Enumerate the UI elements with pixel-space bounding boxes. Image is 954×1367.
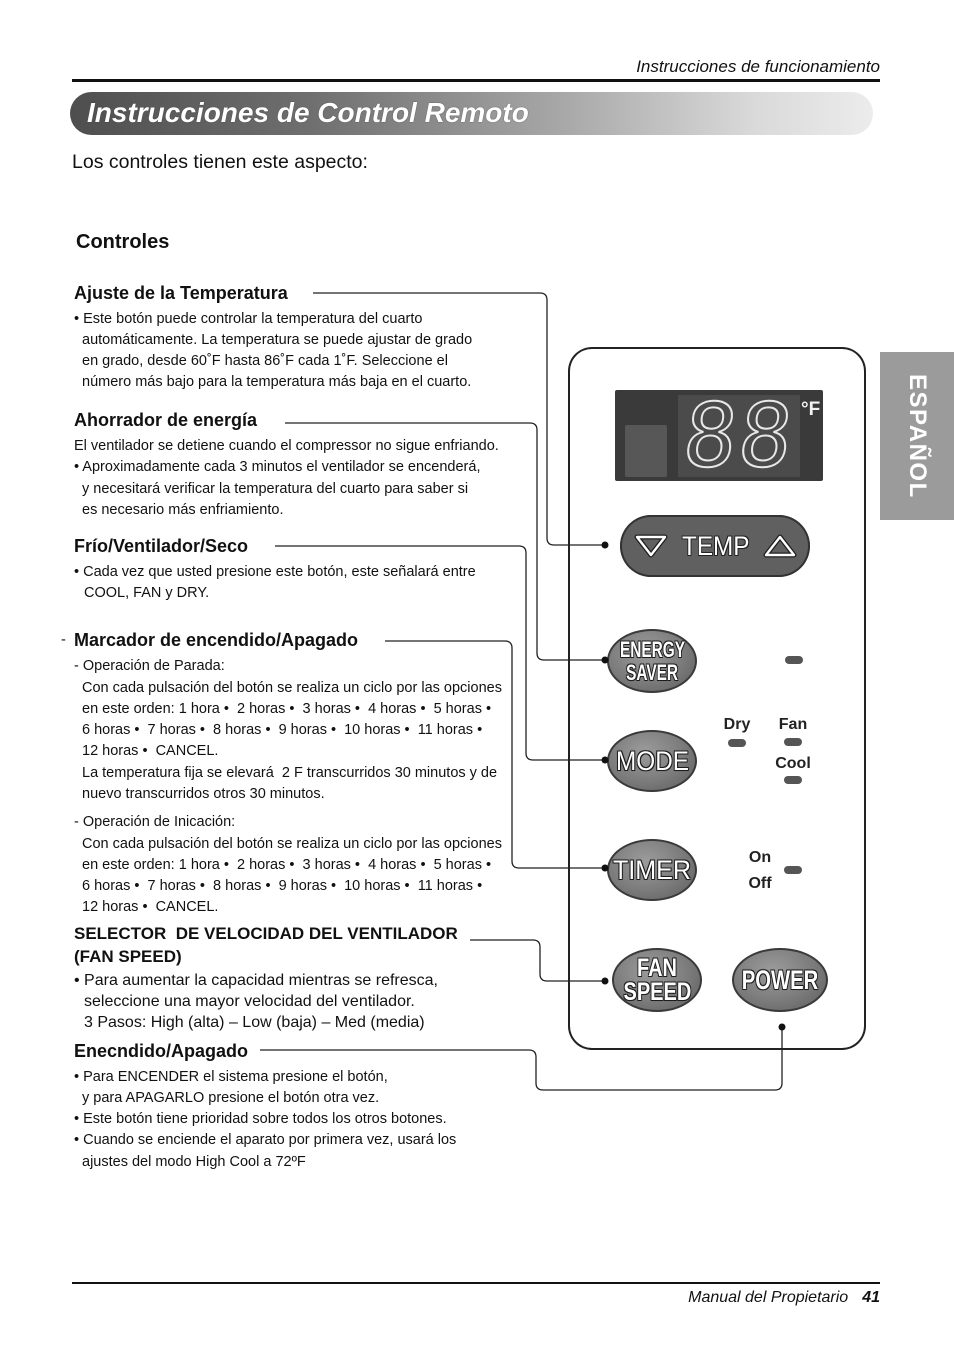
footer-rule [72, 1282, 880, 1284]
power-button [732, 948, 828, 1012]
section-heading-timer: Marcador de encendido/Apagado [74, 630, 359, 650]
page-number: 41 [862, 1289, 880, 1306]
section-line: es necesario más enfriamiento. [82, 502, 284, 518]
title-banner [70, 92, 873, 135]
mode-indicator-dry [728, 739, 746, 747]
section-heading-mode: Frío/Ventilador/Seco [74, 536, 249, 556]
intro-text: Los controles tienen este aspecto: [72, 151, 368, 173]
fan-speed-label-line2: SPEED [623, 978, 691, 1006]
page-title: Instrucciones de Control Remoto [87, 97, 529, 128]
section-line: • Este botón tiene prioridad sobre todos los otros botones. [74, 1111, 447, 1127]
section-heading-energy-saver: Ahorrador de energía [74, 410, 258, 430]
header-rule [72, 79, 880, 82]
mode-indicator-dry-label: Dry [723, 716, 751, 733]
power-button-label: POWER [741, 965, 819, 995]
section-line: 12 horas • CANCEL. [82, 899, 219, 915]
section-line: automáticamente. La temperatura se puede ajustar de grado [82, 332, 473, 348]
controls-heading: Controles [76, 231, 170, 253]
energy-saver-label-line1: ENERGY [619, 637, 685, 662]
display-digits: 88 [678, 384, 800, 487]
timer-indicator-on-label: On [748, 849, 772, 866]
mode-indicator-cool-label: Cool [775, 755, 811, 772]
section-line: en este orden: 1 hora • 2 horas • 3 horas • 4 horas • 5 horas • [82, 701, 492, 717]
display-unit: °F [801, 399, 821, 420]
section-line: • Cada vez que usted presione este botón, este señalará entre [74, 564, 476, 580]
running-header: Instrucciones de funcionamiento [636, 57, 880, 76]
mode-indicator-fan [784, 738, 802, 746]
section-line: • Aproximadamente cada 3 minutos el ventilador se encenderá, [74, 459, 481, 475]
energy-saver-label-line2: SAVER [626, 660, 678, 685]
timer-indicator-off-label: Off [748, 875, 772, 892]
section-line: COOL, FAN y DRY. [84, 585, 210, 601]
section-line: seleccione una mayor velocidad del ventilador. [84, 993, 415, 1010]
down-triangle-icon [634, 534, 668, 558]
section-marker-dash: - [61, 632, 66, 648]
language-tab [880, 352, 954, 520]
temp-button-label: TEMP [682, 531, 750, 561]
section-line: y necesitará verificar la temperatura del cuarto para saber si [82, 481, 469, 497]
section-line: - Operación de Parada: [74, 658, 225, 674]
section-line: • Este botón puede controlar la temperatura del cuarto [74, 311, 423, 327]
section-line: - Operación de Inicación: [74, 814, 236, 830]
timer-button-label: TIMER [612, 855, 692, 885]
section-line: Con cada pulsación del botón se realiza un ciclo por las opciones [82, 836, 502, 852]
timer-button [607, 839, 697, 901]
section-heading-temperature: Ajuste de la Temperatura [74, 283, 288, 303]
mode-button [607, 730, 697, 792]
section-line: en este orden: 1 hora • 2 horas • 3 horas • 4 horas • 5 horas • [82, 857, 492, 873]
section-line: ajustes del modo High Cool a 72ºF [82, 1154, 306, 1170]
section-line: 12 horas • CANCEL. [82, 743, 219, 759]
temp-button [620, 515, 810, 577]
energy-saver-button [607, 629, 697, 693]
display-digits-window [678, 384, 800, 487]
footer-manual-title: Manual del Propietario [688, 1289, 849, 1306]
display-indicator-square [625, 425, 667, 477]
mode-indicator-fan-label: Fan [778, 716, 808, 733]
remote-control-panel [568, 347, 866, 1050]
section-line: • Cuando se enciende el aparato por primera vez, usará los [74, 1132, 457, 1148]
fan-speed-button [612, 948, 702, 1012]
section-line: • Para aumentar la capacidad mientras se refresca, [74, 972, 438, 989]
mode-button-label: MODE [615, 746, 689, 776]
page-footer [688, 1288, 880, 1308]
section-heading-fan-speed: SELECTOR DE VELOCIDAD DEL VENTILADOR [74, 924, 458, 943]
language-tab-label: ESPAÑOL [904, 373, 931, 499]
section-line: nuevo transcurridos otros 30 minutos. [82, 786, 325, 802]
section-heading-fan-speed-sub: (FAN SPEED) [74, 947, 182, 966]
temperature-display [615, 384, 823, 487]
section-line: 3 Pasos: High (alta) – Low (baja) – Med (media) [84, 1014, 425, 1031]
up-triangle-icon [763, 534, 797, 558]
section-line: número más bajo para la temperatura más baja en el cuarto. [82, 374, 472, 390]
timer-indicator [784, 866, 802, 874]
section-line: 6 horas • 7 horas • 8 horas • 9 horas • 10 horas • 11 horas • [82, 722, 483, 738]
energy-saver-indicator [785, 656, 803, 664]
section-line: y para APAGARLO presione el botón otra vez. [82, 1090, 380, 1106]
section-line: 6 horas • 7 horas • 8 horas • 9 horas • 10 horas • 11 horas • [82, 878, 483, 894]
section-line: • Para ENCENDER el sistema presione el botón, [74, 1069, 388, 1085]
fan-speed-label-line1: FAN [637, 954, 677, 982]
section-line: El ventilador se detiene cuando el compressor no sigue enfriando. [74, 438, 499, 454]
mode-indicator-cool [784, 776, 802, 784]
section-heading-power: Enecndido/Apagado [74, 1041, 249, 1061]
section-line: Con cada pulsación del botón se realiza un ciclo por las opciones [82, 680, 502, 696]
section-line: La temperatura fija se elevará 2 F transcurridos 30 minutos y de [82, 765, 498, 781]
section-line: en grado, desde 60˚F hasta 86˚F cada 1˚F. Seleccione el [82, 353, 448, 369]
